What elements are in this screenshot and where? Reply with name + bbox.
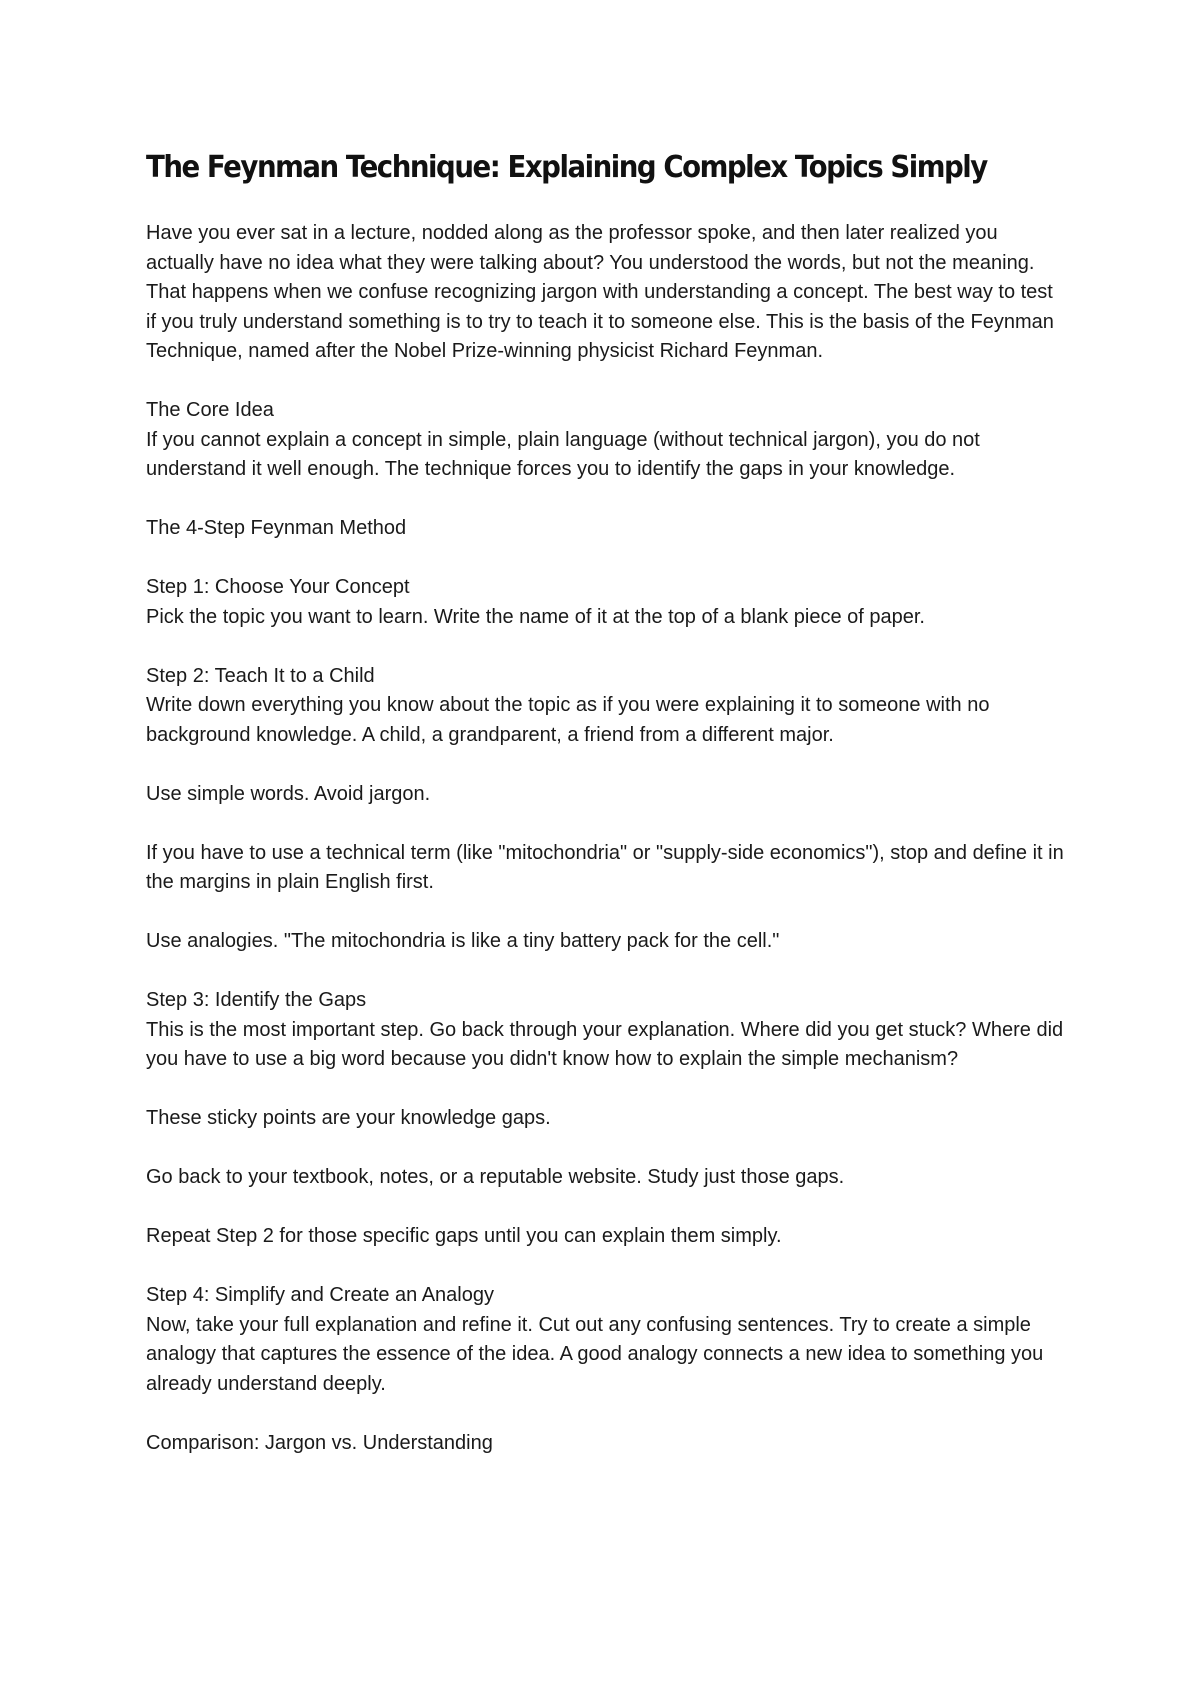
step3-heading: Step 3: Identify the Gaps xyxy=(146,989,367,1011)
step1-text: Pick the topic you want to learn. Write the name of it at the top of a blank piece of paper. xyxy=(146,605,925,628)
step2-section xyxy=(146,662,1066,751)
document-title: The Feynman Technique: Explaining Complex Topics Simply xyxy=(146,150,987,185)
step2-text: Write down everything you know about the topic as if you were explaining it to someone with no background knowledge. A child, a grandparent, a friend from a different major. xyxy=(146,694,990,746)
step3-point: Go back to your textbook, notes, or a reputable website. Study just those gaps. xyxy=(146,1166,845,1188)
step3-point: Repeat Step 2 for those specific gaps until you can explain them simply. xyxy=(146,1225,782,1247)
step2-heading: Step 2: Teach It to a Child xyxy=(146,664,375,687)
method-heading: The 4-Step Feynman Method xyxy=(146,517,407,539)
step1-section xyxy=(146,573,1066,632)
step2-point: Use analogies. "The mitochondria is like a tiny battery pack for the cell." xyxy=(146,930,780,952)
step4-section xyxy=(146,1281,1066,1399)
step3-point: These sticky points are your knowledge gaps. xyxy=(146,1107,551,1129)
step2-point: Use simple words. Avoid jargon. xyxy=(146,782,431,805)
step1-heading: Step 1: Choose Your Concept xyxy=(146,576,410,598)
step3-section xyxy=(146,986,1066,1075)
intro-paragraph: Have you ever sat in a lecture, nodded along as the professor spoke, and then later realized you actually have no idea what they were talking about? You understood the words, but not the meaning. That happens when we confuse recognizing jargon with understanding a concept. The best way to test if you truly understand something is to try to teach it to someone else. This is the basis of the Feynman Technique, named after the Nobel Prize-winning physicist Richard Feynman. xyxy=(146,222,1054,362)
core-idea-heading: The Core Idea xyxy=(146,399,274,421)
core-idea-text: If you cannot explain a concept in simple, plain language (without technical jargon), you do not understand it well enough. The technique forces you to identify the gaps in your knowledge. xyxy=(146,428,980,480)
comparison-heading: Comparison: Jargon vs. Understanding xyxy=(146,1431,493,1454)
core-idea-section xyxy=(146,396,1066,485)
document-body xyxy=(146,146,1066,1488)
step2-point: If you have to use a technical term (like "mitochondria" or "supply-side economics"), stop and define it in the margins in plain English first. xyxy=(146,841,1064,893)
step4-heading: Step 4: Simplify and Create an Analogy xyxy=(146,1284,494,1306)
step3-text: This is the most important step. Go back through your explanation. Where did you get stuck? Where did you have to use a big word because you didn't know how to explain the simple mechanism? xyxy=(146,1018,1064,1070)
step4-text: Now, take your full explanation and refine it. Cut out any confusing sentences. Try to create a simple analogy that captures the essence of the idea. A good analogy connects a new idea to something you already understand deeply. xyxy=(146,1313,1044,1395)
